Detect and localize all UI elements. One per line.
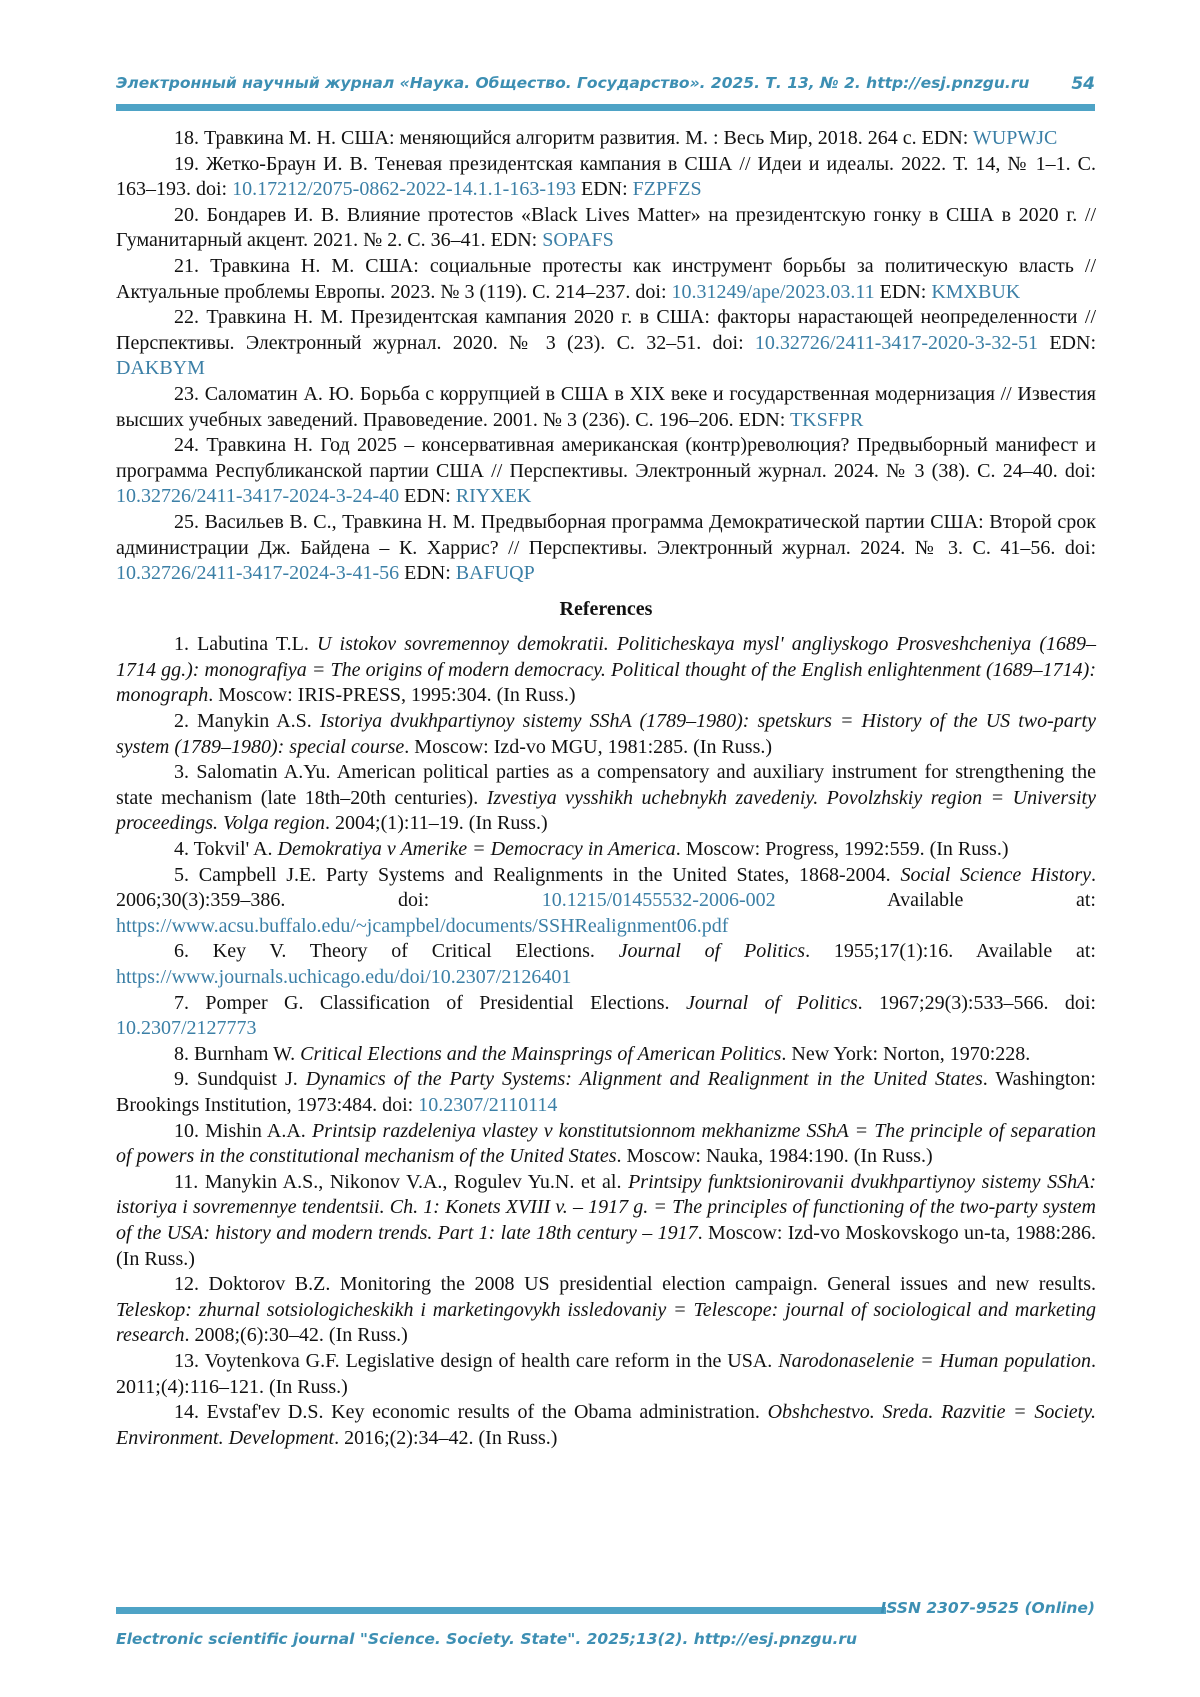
footer-rule [116,1607,886,1614]
reference-text: 20. Бондарев И. В. Влияние протестов «Black Lives Matter» на президентскую гонку в США в 2020 г. // Гуманитарный акцент. 2021. № 2. С. 36–41. EDN: [116,203,1096,252]
doi-link[interactable]: 10.32726/2411-3417-2020-3-32-51 [754,331,1039,354]
reference-text: 19. Жетко-Браун И. В. Теневая президентская кампания в США // Идеи и идеалы. 2022. Т. 14, № 1–1. С. 163–193. doi: [116,152,1096,201]
reference-text: 4. Tokvil' A. [174,838,278,861]
edn-label: EDN: [575,178,633,201]
edn-link[interactable]: KMXBUK [931,280,1021,303]
edn-link[interactable]: DAKBYM [116,357,205,380]
russian-references-list [116,126,1096,587]
reference-entry [116,126,1096,152]
reference-entry [116,1349,1096,1400]
reference-entry [116,939,1096,990]
reference-entry [116,1400,1096,1451]
reference-entry [116,1042,1096,1068]
reference-text: 8. Burnham W. [174,1042,301,1065]
edn-label: EDN: [399,485,456,508]
references-content [116,126,1096,1451]
reference-text: 24. Травкина Н. Год 2025 – консервативная американская (контр)революция? Предвыборный манифест и программа Республиканской партии США // Перспективы. Электронный журнал. 2024. № 3 (38). С. 24–40. doi: [116,434,1096,482]
reference-text: . Moscow: Progress, 1992:559. (In Russ.) [675,838,1009,861]
footer-issn: ISSN 2307-9525 (Online) [880,1599,1095,1617]
reference-text: 7. Pomper G. Classification of Presidential Elections. [174,991,686,1014]
reference-text: 1. Labutina T.L. [174,633,317,656]
header-journal-title: Электронный научный журнал «Наука. Общество. Государство». 2025. Т. 13, № 2. http://esj.pnzgu.ru [116,74,1030,92]
reference-text: 2. Manykin A.S. [174,710,320,733]
reference-source-title: Istoriya dvukhpartiynoy sistemy SShA (1789–1980): spetskurs = History of the US two-party system (1789–1980): special course [116,710,1096,758]
reference-text: . Moscow: Izd-vo Moskovskogo un-ta, 1988:286. (In Russ.) [116,1221,1097,1270]
doi-link[interactable]: 10.32726/2411-3417-2024-3-41-56 [116,562,400,585]
reference-entry [116,991,1096,1042]
edn-label: EDN: [1038,331,1096,354]
reference-entry [116,1119,1096,1170]
page-header [116,74,1095,98]
page-number: 54 [1071,74,1095,94]
reference-source-title: Journal of Politics [685,991,858,1014]
reference-text: 11. Manykin A.S., Nikonov V.A., Rogulev Yu.N. et al. [174,1170,629,1193]
reference-text: 18. Травкина М. Н. США: меняющийся алгоритм развития. М. : Весь Мир, 2018. 264 с. EDN: [174,127,973,149]
reference-text: . Moscow: IRIS-PRESS, 1995:304. (In Russ.) [208,684,576,707]
reference-text: . Washington: Brookings Institution, 1973:484. doi: [116,1068,1096,1116]
reference-entry [116,837,1096,863]
reference-source-title: Obshchestvo. Sreda. Razvitie = Society. Environment. Development [116,1401,1096,1449]
doi-link[interactable]: 10.32726/2411-3417-2024-3-24-40 [116,485,400,508]
reference-source-title: Printsipy funktsionirovanii dvukhpartiynoy sistemy SShA: istoriya i sovremennye tendentsii. Ch. 1: Konets XVIII v. – 1917 g. = The principles of functioning of the two-party system of the USA: history and modern trends. Part 1: late 18th century – 1917 [116,1170,1097,1244]
reference-text: 25. Васильев В. С., Травкина Н. М. Предвыборная программа Демократической партии США: Второй срок администрации Дж. Байдена – К. Харрис? // Перспективы. Электронный журнал. 2024. № 3. С. 41–56. doi: [116,510,1096,559]
reference-entry [116,510,1096,587]
header-rule [116,104,1095,111]
edn-label: EDN: [399,562,456,585]
reference-text: 13. Voytenkova G.F. Legislative design of health care reform in the USA. [174,1349,779,1372]
reference-text: . Moscow: Izd-vo MGU, 1981:285. (In Russ.) [404,735,773,758]
reference-source-title: Dynamics of the Party Systems: Alignment and Realignment in the United States [305,1068,983,1091]
reference-text: . New York: Norton, 1970:228. [781,1042,1031,1065]
reference-text: Available at: [775,889,1096,912]
reference-entry [116,382,1096,433]
reference-source-title: Journal of Politics [618,940,806,963]
reference-text: 9. Sundquist J. [174,1068,306,1091]
reference-source-title: Narodonaselenie = Human population [778,1349,1091,1372]
edn-link[interactable]: SOPAFS [542,229,614,252]
reference-entry [116,1067,1096,1118]
reference-entry [116,863,1096,940]
reference-entry [116,1170,1096,1272]
edn-link[interactable]: RIYXEK [455,485,532,508]
reference-entry [116,1272,1096,1349]
reference-entry [116,305,1096,382]
reference-link[interactable]: 10.2307/2127773 [116,1017,257,1040]
reference-text: . 2011;(4):116–121. (In Russ.) [116,1349,1096,1398]
reference-text: 22. Травкина Н. М. Президентская кампания 2020 г. в США: факторы нарастающей неопределенности // Перспективы. Электронный журнал. 2020. № 3 (23). С. 32–51. doi: [116,306,1096,354]
reference-source-title: Critical Elections and the Mainsprings of American Politics [300,1042,782,1065]
reference-text: . 2004;(1):11–19. (In Russ.) [325,812,548,835]
reference-text: 3. Salomatin A.Yu. American political parties as a compensatory and auxiliary instrument for strengthening the state mechanism (late 18th–20th centuries). [116,761,1096,809]
reference-text: . Moscow: Nauka, 1984:190. (In Russ.) [616,1145,933,1168]
reference-entry [116,152,1096,203]
edn-link[interactable]: FZPFZS [632,178,702,201]
doi-link[interactable]: 10.17212/2075-0862-2022-14.1.1-163-193 [232,178,576,201]
reference-entry [116,203,1096,254]
edn-link[interactable]: BAFUQP [455,562,535,585]
reference-text: 14. Evstaf'ev D.S. Key economic results of the Obama administration. [174,1401,768,1424]
reference-entry [116,632,1096,709]
reference-text: 5. Campbell J.E. Party Systems and Realignments in the United States, 1868-2004. [174,863,901,886]
english-references-list [116,632,1096,1451]
reference-text: . 1967;29(3):533–566. doi: [857,991,1096,1014]
edn-link[interactable]: WUPWJC [972,127,1058,149]
reference-entry [116,760,1096,837]
reference-text: 10. Mishin A.A. [174,1119,312,1142]
reference-source-title: Printsip razdeleniya vlastey v konstitutsionnom mekhanizme SShA = The principle of separation of powers in the constitutional mechanism of the United States [116,1119,1096,1168]
edn-link[interactable]: TKSFPR [789,408,864,431]
reference-text: 6. Key V. Theory of Critical Elections. [174,940,619,963]
reference-source-title: Demokratiya v Amerike = Democracy in America [277,838,676,861]
reference-source-title: U istokov sovremennoy demokratii. Politicheskaya mysl' angliyskogo Prosveshcheniya (1689–1714 gg.): monografiya = The origins of modern democracy. Political thought of the English enlightenment (1689–1714): monograph [116,633,1096,707]
reference-source-title: Social Science History [900,863,1092,886]
reference-text: . 2016;(2):34–42. (In Russ.) [334,1426,558,1449]
reference-text: . 2006;30(3):359–386. doi: [116,863,1097,912]
reference-entry [116,709,1096,760]
edn-label: EDN: [874,280,932,303]
footer-journal-title: Electronic scientific journal "Science. Society. State". 2025;13(2). http://esj.pnzgu.ru [116,1630,858,1648]
reference-text: . 1955;17(1):16. Available at: [805,940,1096,963]
reference-source-title: Izvestiya vysshikh uchebnykh zavedeniy. Povolzhskiy region = University proceedings. Volga region [116,786,1096,835]
reference-source-title: Teleskop: zhurnal sotsiologicheskikh i marketingovykh issledovaniy = Telescope: journal of sociological and marketing research [116,1298,1096,1347]
reference-link[interactable]: https://www.journals.uchicago.edu/doi/10.2307/2126401 [116,966,572,988]
reference-link[interactable]: 10.1215/01455532-2006-002 [541,889,776,912]
reference-entry [116,433,1096,510]
reference-text: . 2008;(6):30–42. (In Russ.) [184,1324,408,1347]
reference-text: 21. Травкина Н. М. США: социальные протесты как инструмент борьбы за политическую власть // Актуальные проблемы Европы. 2023. № 3 (119). С. 214–237. doi: [116,254,1096,303]
reference-link[interactable]: https://www.acsu.buffalo.edu/~jcampbel/documents/SSHRealignment06.pdf [116,914,729,937]
reference-text: 23. Саломатин А. Ю. Борьба с коррупцией в США в XIX веке и государственная модернизация // Известия высших учебных заведений. Правоведение. 2001. № 3 (236). С. 196–206. EDN: [116,382,1096,431]
reference-text: 12. Doktorov B.Z. Monitoring the 2008 US presidential election campaign. General issues and new results. [174,1273,1096,1296]
doi-link[interactable]: 10.31249/ape/2023.03.11 [671,280,875,303]
references-heading: References [559,597,653,620]
reference-link[interactable]: 10.2307/2110114 [418,1093,558,1116]
reference-entry [116,254,1096,305]
